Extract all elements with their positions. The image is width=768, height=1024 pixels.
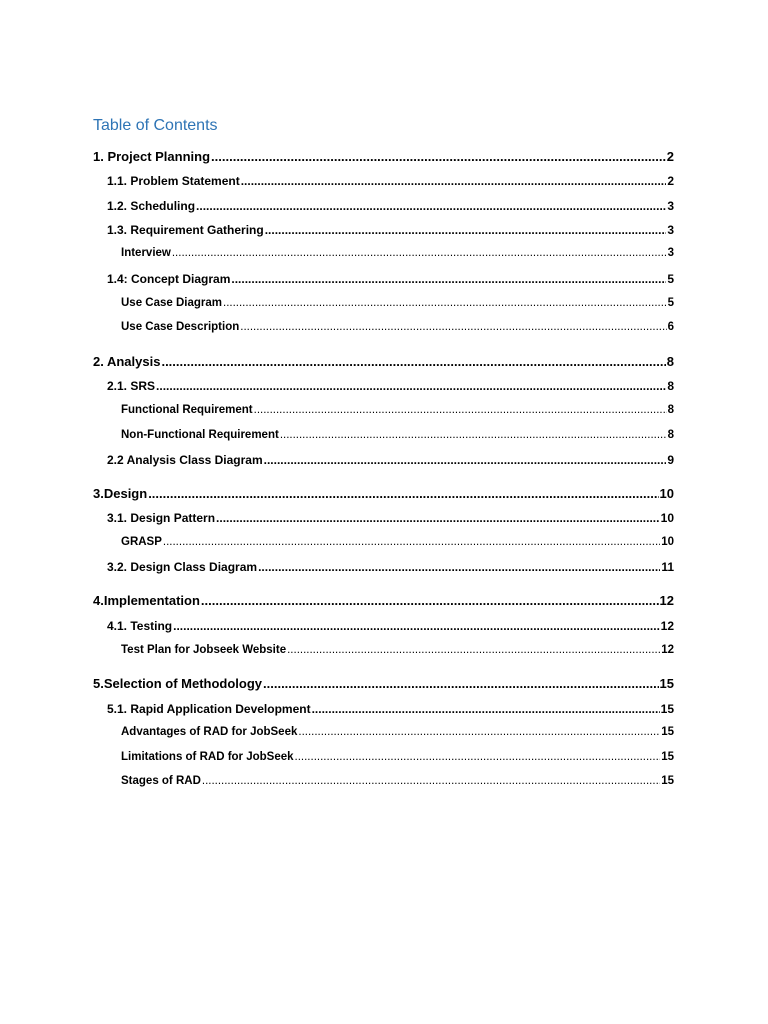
dot-leader: [172, 247, 667, 259]
toc-page-number: 10: [660, 511, 674, 525]
toc-page-number: 15: [661, 726, 674, 738]
toc-entry-label: 5.1. Rapid Application Development: [107, 702, 311, 716]
toc-page-number: 6: [667, 321, 674, 333]
toc-entry[interactable]: [121, 644, 674, 656]
toc-entry-label: Advantages of RAD for JobSeek: [121, 726, 298, 738]
dot-leader: [223, 297, 667, 309]
toc-entry-label: 1.2. Scheduling: [107, 199, 196, 213]
toc-page-number: 3: [667, 199, 674, 213]
toc-entry[interactable]: [107, 272, 674, 286]
toc-page-number: 5: [667, 272, 674, 286]
toc-entry-label: Use Case Diagram: [121, 297, 222, 309]
dot-leader: [161, 354, 665, 369]
dot-leader: [231, 272, 666, 286]
toc-page-number: 8: [667, 379, 674, 393]
toc-page-number: 12: [661, 644, 674, 656]
dot-leader: [241, 174, 667, 188]
dot-leader: [216, 511, 660, 525]
toc-page-number: 8: [666, 354, 674, 369]
dot-leader: [295, 751, 661, 763]
dot-leader: [287, 644, 660, 656]
toc-entry-label: 3.2. Design Class Diagram: [107, 560, 258, 574]
toc-entry[interactable]: [107, 453, 674, 467]
toc-entry[interactable]: [121, 297, 674, 309]
toc-page-number: 5: [667, 297, 674, 309]
toc-entry[interactable]: [107, 560, 674, 574]
toc-entry[interactable]: [107, 199, 674, 213]
toc-page-number: 15: [661, 775, 674, 787]
dot-leader: [258, 560, 660, 574]
dot-leader: [163, 536, 660, 548]
toc-page-number: 12: [659, 593, 674, 608]
toc-entry-label: GRASP: [121, 536, 162, 548]
toc-entry-label: Test Plan for Jobseek Website: [121, 644, 287, 656]
toc-page-number: 2: [666, 149, 674, 164]
toc-entry[interactable]: [121, 429, 674, 441]
toc-entry[interactable]: [93, 354, 674, 369]
toc-page-number: 3: [667, 223, 674, 237]
toc-page-number: 12: [660, 619, 674, 633]
toc-entry[interactable]: [93, 676, 674, 691]
dot-leader: [173, 619, 660, 633]
dot-leader: [211, 149, 666, 164]
toc-entry[interactable]: [121, 726, 674, 738]
dot-leader: [265, 223, 667, 237]
toc-entry[interactable]: [121, 536, 674, 548]
toc-entry[interactable]: [121, 775, 674, 787]
toc-page-number: 15: [660, 702, 674, 716]
toc-entry[interactable]: [107, 174, 674, 188]
toc-entry-label: 1.3. Requirement Gathering: [107, 223, 264, 237]
toc-page-number: 9: [667, 453, 674, 467]
toc-entry-label: Non-Functional Requirement: [121, 429, 279, 441]
toc-entry-label: 5.Selection of Methodology: [93, 676, 263, 691]
toc-entry-label: 4.1. Testing: [107, 619, 173, 633]
toc-entry[interactable]: [107, 511, 674, 525]
toc-entry-label: 1.4: Concept Diagram: [107, 272, 231, 286]
dot-leader: [312, 702, 660, 716]
dot-leader: [254, 404, 667, 416]
toc-page-number: 10: [659, 486, 674, 501]
toc-entry[interactable]: [107, 702, 674, 716]
toc-page-number: 2: [667, 174, 674, 188]
toc-entry[interactable]: [93, 149, 674, 164]
toc-entry[interactable]: [93, 593, 674, 608]
dot-leader: [201, 593, 659, 608]
toc-entry[interactable]: [107, 379, 674, 393]
toc-page-number: 10: [661, 536, 674, 548]
toc-entry-label: 3.Design: [93, 486, 148, 501]
toc-page-number: 3: [667, 247, 674, 259]
dot-leader: [196, 199, 666, 213]
toc-page-number: 15: [659, 676, 674, 691]
toc-entry-label: 3.1. Design Pattern: [107, 511, 216, 525]
toc-entry[interactable]: [121, 751, 674, 763]
toc-page-number: 8: [667, 429, 674, 441]
dot-leader: [156, 379, 666, 393]
toc-page-number: 11: [661, 560, 674, 574]
toc-page-number: 8: [667, 404, 674, 416]
toc-entry[interactable]: [121, 247, 674, 259]
toc-entry-label: 2. Analysis: [93, 354, 161, 369]
toc-entry-label: 2.2 Analysis Class Diagram: [107, 453, 263, 467]
toc-entry-label: Functional Requirement: [121, 404, 253, 416]
dot-leader: [264, 453, 667, 467]
toc-entry[interactable]: [121, 321, 674, 333]
toc-entry-label: 1.1. Problem Statement: [107, 174, 240, 188]
toc-entry-label: Use Case Description: [121, 321, 240, 333]
toc-entry[interactable]: [107, 619, 674, 633]
toc-entry[interactable]: [121, 404, 674, 416]
toc-entry-label: 1. Project Planning: [93, 149, 211, 164]
toc-entry-label: Stages of RAD: [121, 775, 201, 787]
dot-leader: [298, 726, 660, 738]
toc-page-number: 15: [661, 751, 674, 763]
toc-entry-label: 4.Implementation: [93, 593, 200, 608]
toc-title: Table of Contents: [93, 117, 218, 134]
dot-leader: [240, 321, 666, 333]
toc-entry-label: Interview: [121, 247, 171, 259]
toc-entry-label: 2.1. SRS: [107, 379, 156, 393]
dot-leader: [148, 486, 658, 501]
toc-entry[interactable]: [107, 223, 674, 237]
toc-entry[interactable]: [93, 486, 674, 501]
dot-leader: [263, 676, 659, 691]
dot-leader: [202, 775, 660, 787]
toc-entry-label: Limitations of RAD for JobSeek: [121, 751, 294, 763]
dot-leader: [280, 429, 667, 441]
